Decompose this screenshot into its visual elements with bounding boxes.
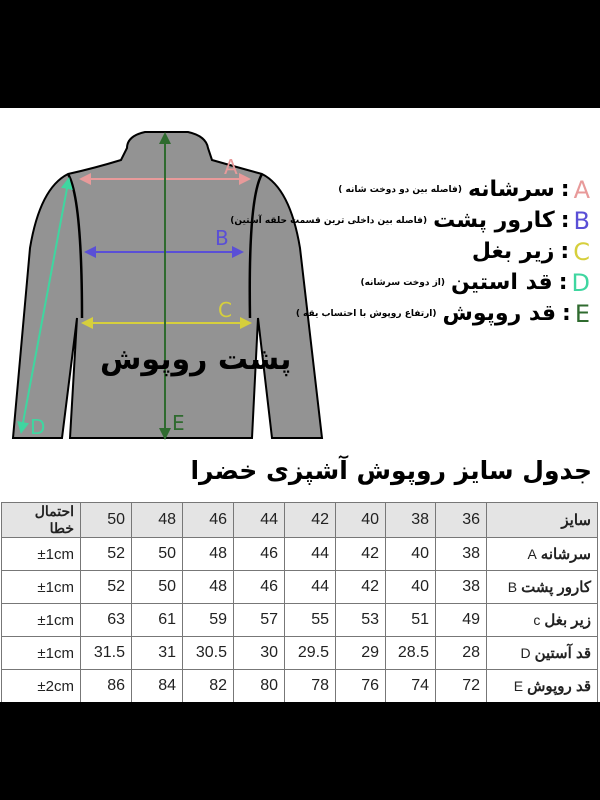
legend-colon: : [562, 301, 571, 326]
cell: 38 [436, 571, 487, 604]
row-label [487, 604, 598, 637]
cell: 46 [234, 571, 285, 604]
cell: 51 [386, 604, 436, 637]
cell: 74 [386, 670, 436, 703]
cell: 30 [234, 637, 285, 670]
cell: 31.5 [81, 637, 132, 670]
cell: 59 [183, 604, 234, 637]
row-code: D [520, 645, 531, 661]
cell: 42 [336, 571, 386, 604]
cell: 82 [183, 670, 234, 703]
row-label [487, 571, 598, 604]
table-header-row [2, 503, 598, 538]
table-row [2, 637, 598, 670]
size-table [1, 502, 598, 703]
back-of-coat-label: پشت روپوش [100, 342, 292, 377]
cell: 55 [285, 604, 336, 637]
legend-colon: : [560, 208, 570, 233]
legend-colon: : [560, 177, 570, 202]
arrow-label-e: E [172, 411, 185, 435]
header-error: احتمال خطا [2, 503, 81, 538]
row-code: B [507, 579, 518, 595]
cell: 78 [285, 670, 336, 703]
table-row [2, 571, 598, 604]
table-row [2, 670, 598, 703]
header-size: 46 [183, 503, 234, 538]
size-guide-image [0, 108, 600, 702]
cell-error: ±2cm [2, 670, 81, 703]
row-label-text: قد آستین [534, 645, 591, 662]
cell: 29.5 [285, 637, 336, 670]
cell: 76 [336, 670, 386, 703]
bottom-black-band [0, 702, 600, 800]
arrow-label-a: A [224, 155, 238, 179]
cell: 48 [183, 538, 234, 571]
cell: 84 [132, 670, 183, 703]
legend-item-b [230, 205, 590, 236]
cell: 42 [336, 538, 386, 571]
row-label-text: زیر بغل [544, 612, 591, 629]
cell: 28.5 [386, 637, 436, 670]
cell: 63 [81, 604, 132, 637]
cell: 48 [183, 571, 234, 604]
row-label [487, 637, 598, 670]
legend-letter: E [574, 299, 590, 328]
cell: 46 [234, 538, 285, 571]
cell-error: ±1cm [2, 538, 81, 571]
header-size: 48 [132, 503, 183, 538]
header-size: 36 [436, 503, 487, 538]
cell: 50 [132, 538, 183, 571]
cell: 52 [81, 571, 132, 604]
legend-item-e [280, 298, 590, 329]
cell: 50 [132, 571, 183, 604]
legend-note: (فاصله بین دو دوخت شانه ) [338, 184, 462, 195]
legend-letter: B [573, 206, 590, 235]
arrow-label-c: C [218, 298, 232, 322]
cell: 44 [285, 538, 336, 571]
cell-error: ±1cm [2, 604, 81, 637]
header-label: سایز [487, 503, 598, 538]
row-label-text: سرشانه [540, 546, 591, 563]
arrow-label-d: D [30, 415, 46, 439]
legend-item-d [280, 267, 590, 298]
header-size: 42 [285, 503, 336, 538]
legend-letter: D [571, 268, 590, 297]
measurement-legend [230, 174, 590, 329]
cell: 29 [336, 637, 386, 670]
legend-name: کارور پشت [433, 208, 555, 233]
cell: 57 [234, 604, 285, 637]
legend-name: قد روپوش [442, 301, 557, 326]
garment-back-shape [13, 132, 322, 438]
cell: 53 [336, 604, 386, 637]
cell: 40 [386, 571, 436, 604]
cell-error: ±1cm [2, 571, 81, 604]
table-title: جدول سایز روپوش آشپزی خضرا [190, 456, 592, 485]
legend-item-a [280, 174, 590, 205]
cell-error: ±1cm [2, 637, 81, 670]
header-size: 44 [234, 503, 285, 538]
top-black-band [0, 0, 600, 108]
legend-note: (از دوخت سرشانه) [360, 277, 445, 288]
legend-name: قد استین [450, 270, 553, 295]
row-label-text: کارور پشت [521, 579, 591, 596]
legend-item-c [280, 236, 590, 267]
cell: 44 [285, 571, 336, 604]
header-size: 38 [386, 503, 436, 538]
legend-colon: : [560, 239, 570, 264]
cell: 61 [132, 604, 183, 637]
table-row [2, 604, 598, 637]
cell: 38 [436, 538, 487, 571]
legend-note: (ارتفاع روپوش با احتساب یقه ) [295, 308, 437, 319]
row-label [487, 670, 598, 703]
cell: 28 [436, 637, 487, 670]
cell: 30.5 [183, 637, 234, 670]
cell: 86 [81, 670, 132, 703]
cell: 52 [81, 538, 132, 571]
legend-letter: C [573, 237, 590, 266]
legend-note: (فاصله بین داخلی ترین قسمت حلقه آستین) [230, 215, 428, 226]
legend-letter: A [573, 175, 590, 204]
cell: 49 [436, 604, 487, 637]
cell: 31 [132, 637, 183, 670]
legend-colon: : [558, 270, 568, 295]
legend-name: سرشانه [467, 177, 555, 202]
row-label [487, 538, 598, 571]
row-label-text: قد روپوش [527, 678, 591, 695]
row-code: A [527, 546, 537, 562]
cell: 72 [436, 670, 487, 703]
header-size: 40 [336, 503, 386, 538]
row-code: c [533, 612, 541, 628]
cell: 40 [386, 538, 436, 571]
cell: 80 [234, 670, 285, 703]
table-row [2, 538, 598, 571]
arrow-label-b: B [215, 226, 229, 250]
header-size: 50 [81, 503, 132, 538]
legend-name: زیر بغل [471, 239, 555, 264]
row-code: E [513, 678, 524, 694]
